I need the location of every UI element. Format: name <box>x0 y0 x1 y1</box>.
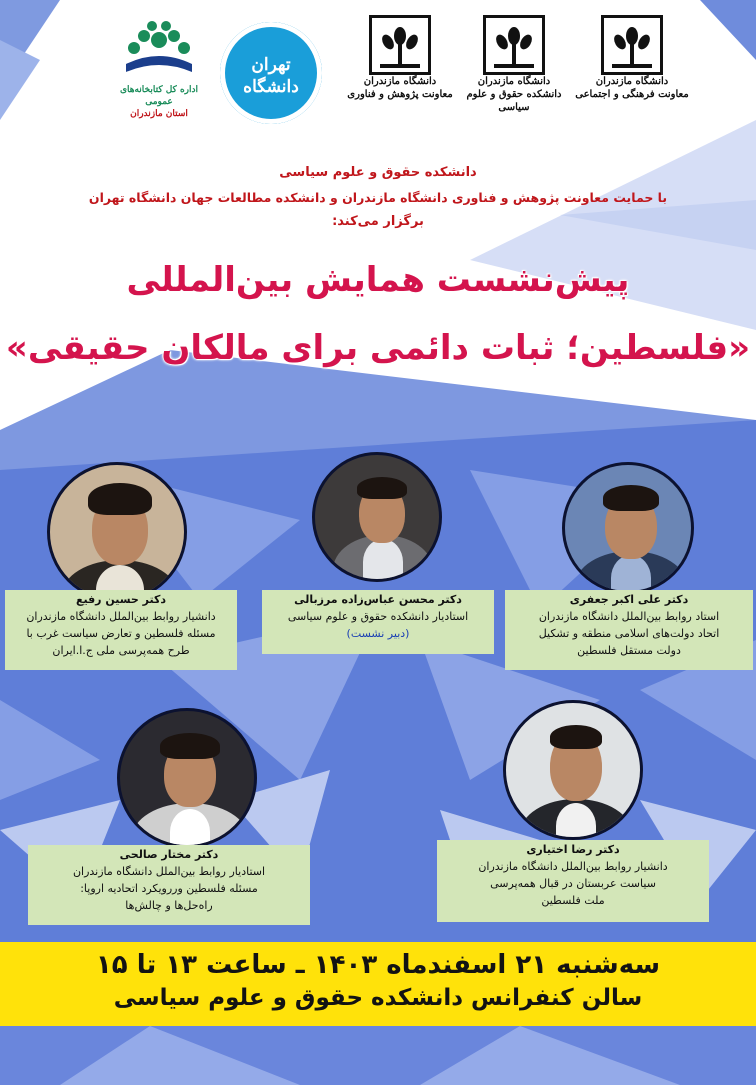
tree-emblem-icon <box>483 15 545 75</box>
speaker-card-rafie <box>5 590 237 670</box>
speaker-name: دکتر مختار صالحی <box>119 848 219 861</box>
speaker-line: سیاست عربستان در قبال همه‌پرسی <box>490 877 656 890</box>
speaker-line: استاد روابط بین‌الملل دانشگاه مازندران <box>538 610 720 623</box>
event-venue: سالن کنفرانس دانشکده حقوق و علوم سیاسی <box>113 985 643 1011</box>
speaker-line: استادیار دانشکده حقوق و علوم سیاسی <box>287 610 469 623</box>
speaker-line: استادیار روابط بین‌الملل دانشگاه مازندران <box>72 865 266 878</box>
speaker-photo-jafari <box>562 462 694 594</box>
library-caption: اداره کل کتابخانه‌های عمومی استان مازندران <box>119 85 199 119</box>
logo-research-vice-presidency <box>340 15 460 130</box>
speaker-card-jafari <box>505 590 753 670</box>
logo-cultural-vice-presidency <box>572 15 692 130</box>
organizer-line-2: با حمایت معاونت پژوهش و فناوری دانشگاه مازندران و دانشکده مطالعات جهان دانشگاه تهران <box>88 190 668 205</box>
library-emblem-icon <box>114 18 204 80</box>
speaker-card-salehi <box>28 845 310 925</box>
speaker-name: دکتر علی اکبر جعفری <box>569 593 689 606</box>
speaker-line: دانشیار روابط بین‌الملل دانشگاه مازندران <box>478 860 668 873</box>
logo-caption-1: دانشگاه مازندران معاونت فرهنگی و اجتماعی <box>575 76 689 100</box>
tree-emblem-icon <box>601 15 663 75</box>
speaker-line: مسئله فلسطین وررویکرد اتحادیه اروپا: <box>80 882 258 895</box>
seal-text-1: تهران <box>251 55 291 75</box>
speaker-line: طرح همه‌پرسی ملی ج.ا.ایران <box>52 644 190 657</box>
speaker-photo-salehi <box>117 708 257 848</box>
poster-title-line-2: «فلسطین؛ ثبات دائمی برای مالکان حقیقی» <box>5 328 751 368</box>
speaker-photo-abbaszadeh <box>312 452 442 582</box>
speaker-photo-rafie <box>47 462 187 602</box>
speaker-line: اتحاد دولت‌های اسلامی منطقه و تشکیل <box>538 627 720 640</box>
tree-emblem-icon <box>369 15 431 75</box>
logo-law-faculty <box>454 15 574 130</box>
speaker-name: دکتر محسن عباس‌زاده مرزبالی <box>294 593 462 606</box>
speaker-name: دکتر حسین رفیع <box>75 593 167 606</box>
organizer-line-3: برگزار می‌کند: <box>332 214 424 229</box>
organizer-line-1: دانشکده حقوق و علوم سیاسی <box>279 165 477 180</box>
seal-text-2: دانشگاه <box>243 77 299 97</box>
speaker-line: دانشیار روابط بین‌الملل دانشگاه مازندران <box>26 610 216 623</box>
speaker-line: دولت مستقل فلسطین <box>577 644 681 657</box>
speaker-line: راه‌حل‌ها و چالش‌ها <box>125 899 213 912</box>
speaker-card-ekhtiari <box>437 840 709 922</box>
speaker-line: مسئله فلسطین و تعارض سیاست غرب با <box>26 627 216 640</box>
event-datetime: سه‌شنبه ۲۱ اسفندماه ۱۴۰۳ ـ ساعت ۱۳ تا ۱۵ <box>95 950 661 980</box>
speaker-card-abbaszadeh <box>262 590 494 654</box>
logo-caption-2: دانشگاه مازندران دانشکده حقوق و علوم سیاسی <box>466 76 562 113</box>
logo-public-libraries <box>105 18 213 120</box>
speaker-line: ملت فلسطین <box>541 894 605 907</box>
logo-caption-3: دانشگاه مازندران معاونت پژوهش و فناوری <box>347 76 453 100</box>
tehran-seal-icon <box>220 22 322 124</box>
speaker-name: دکتر رضا اختیاری <box>526 843 620 856</box>
poster-title-line-1: پیش‌نشست همایش بین‌المللی <box>126 260 630 300</box>
speaker-photo-ekhtiari <box>503 700 643 840</box>
logo-university-of-tehran <box>220 22 322 124</box>
speaker-role: (دبیر نشست) <box>346 627 410 640</box>
